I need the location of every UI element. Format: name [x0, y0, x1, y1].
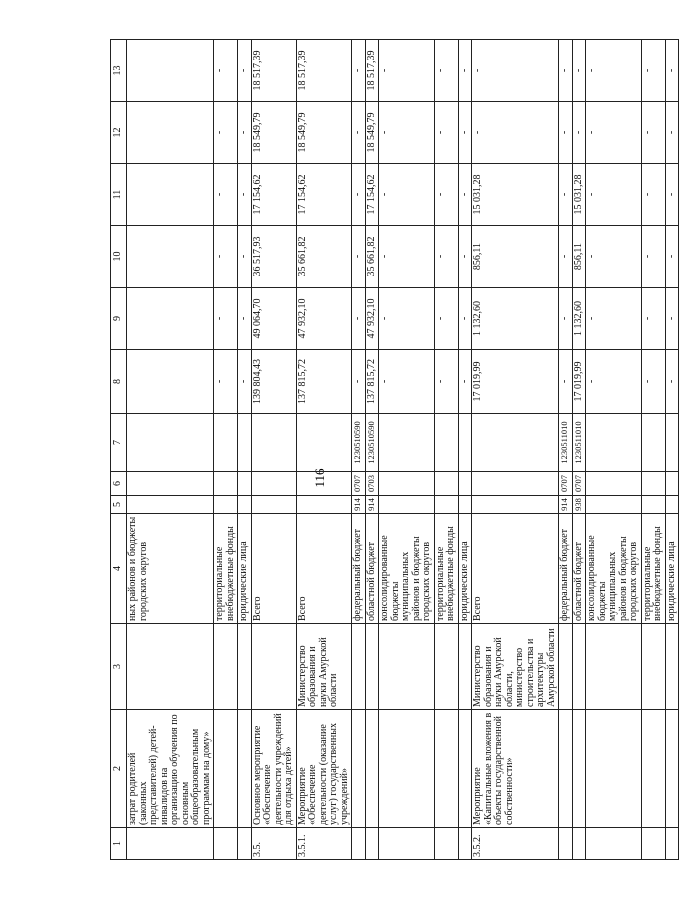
table-cell: - [641, 40, 665, 102]
table-cell: - [586, 102, 642, 164]
table-cell: - [641, 164, 665, 226]
table-cell [251, 414, 296, 472]
table-cell [458, 624, 472, 710]
table-cell [379, 828, 435, 860]
table-cell: - [586, 164, 642, 226]
table-cell [665, 414, 679, 472]
table-cell [434, 828, 458, 860]
header-cell: 11 [111, 164, 127, 226]
table-cell: - [559, 164, 573, 226]
table-cell: 17 154,62 [296, 164, 352, 226]
table-cell [214, 472, 238, 496]
table-cell: - [434, 102, 458, 164]
table-cell: 15 031,28 [572, 164, 586, 226]
table-cell [458, 496, 472, 514]
table-cell [458, 828, 472, 860]
header-cell: 8 [111, 350, 127, 414]
table-cell: - [458, 40, 472, 102]
table-cell [379, 496, 435, 514]
table-cell [238, 710, 252, 828]
table-cell [238, 414, 252, 472]
table-cell [572, 710, 586, 828]
table-cell: - [352, 350, 366, 414]
table-cell [214, 828, 238, 860]
table-cell: 0707 [559, 472, 573, 496]
table-cell: 3.5.2. [472, 828, 559, 860]
table-cell [251, 472, 296, 496]
table-cell: юридические лица [458, 514, 472, 624]
table-cell: - [214, 226, 238, 288]
table-cell: 35 661,82 [296, 226, 352, 288]
table-cell: 137 815,72 [365, 350, 379, 414]
table-cell: - [434, 226, 458, 288]
table-cell: - [472, 40, 559, 102]
header-cell: 13 [111, 40, 127, 102]
table-cell [586, 624, 642, 710]
table-cell [559, 828, 573, 860]
table-cell [214, 624, 238, 710]
table-cell: 1 132,60 [572, 288, 586, 350]
table-cell: Основное мероприятие «Обеспечение деятельности учреждений для отдыха детей» [251, 710, 296, 828]
table-cell: 0707 [572, 472, 586, 496]
table-cell [472, 414, 559, 472]
table-cell: 17 154,62 [365, 164, 379, 226]
table-row [641, 40, 665, 860]
table-cell [127, 828, 214, 860]
table-cell: - [572, 102, 586, 164]
table-cell: юридические лица [238, 514, 252, 624]
table-cell: затрат родителей (законных представителей) детей-инвалидов на организацию обучения по основным общеобразовательным программам на дому» [127, 710, 214, 828]
table-cell [127, 102, 214, 164]
table-cell [296, 496, 352, 514]
table-cell: - [586, 40, 642, 102]
table-cell: - [665, 102, 679, 164]
table-cell: Мероприятие «Капитальные вложения в объекты государственной собственности» [472, 710, 559, 828]
table-cell [251, 624, 296, 710]
table-cell: 47 932,10 [296, 288, 352, 350]
table-body [127, 40, 679, 860]
header-cell: 10 [111, 226, 127, 288]
table-cell [665, 624, 679, 710]
table-cell: 18 517,39 [365, 40, 379, 102]
table-cell: 47 932,10 [365, 288, 379, 350]
table-cell: - [458, 226, 472, 288]
table-cell [296, 414, 352, 472]
table-cell: 35 661,82 [365, 226, 379, 288]
table-cell [458, 472, 472, 496]
table-cell [127, 40, 214, 102]
table-cell: - [586, 288, 642, 350]
header-cell: 5 [111, 496, 127, 514]
table-cell [379, 472, 435, 496]
table-cell [458, 710, 472, 828]
table-cell [352, 828, 366, 860]
table-row [458, 40, 472, 860]
table-cell [641, 472, 665, 496]
table-cell: 18 549,79 [365, 102, 379, 164]
table-cell: - [458, 288, 472, 350]
table-cell: Министерство образования и науки Амурской области [296, 624, 352, 710]
page-number: 116 [312, 468, 327, 488]
table-cell: - [379, 164, 435, 226]
table-cell: 3.5. [251, 828, 296, 860]
table-cell [472, 496, 559, 514]
table-cell: - [472, 102, 559, 164]
table-cell [559, 710, 573, 828]
table-cell: 914 [352, 496, 366, 514]
table-cell: - [665, 226, 679, 288]
table-cell: Всего [251, 514, 296, 624]
table-cell: 1230510590 [352, 414, 366, 472]
table-cell [665, 472, 679, 496]
table-cell [641, 624, 665, 710]
table-row [251, 40, 296, 860]
table-cell: - [238, 164, 252, 226]
table-row [559, 40, 573, 860]
table-cell: Всего [472, 514, 559, 624]
table-cell: - [641, 226, 665, 288]
table-cell [365, 710, 379, 828]
header-cell: 12 [111, 102, 127, 164]
table-cell: - [352, 164, 366, 226]
table-cell: 17 019,99 [472, 350, 559, 414]
table-cell: - [641, 288, 665, 350]
table-cell: юридические лица [665, 514, 679, 624]
table-cell [352, 710, 366, 828]
table-cell: - [434, 288, 458, 350]
table-cell [238, 496, 252, 514]
table-cell: федеральный бюджет [559, 514, 573, 624]
table-cell: - [586, 350, 642, 414]
table-cell: - [434, 164, 458, 226]
table-cell [665, 496, 679, 514]
table-cell [572, 624, 586, 710]
table-cell: 1230511010 [559, 414, 573, 472]
table-cell: - [238, 226, 252, 288]
table-cell: - [379, 288, 435, 350]
table-cell: 18 549,79 [251, 102, 296, 164]
header-cell: 7 [111, 414, 127, 472]
table-cell: федеральный бюджет [352, 514, 366, 624]
table-cell: консолидированные бюджеты муниципальных районов и бюджеты городских округов [586, 514, 642, 624]
table-row [352, 40, 366, 860]
table-cell [641, 710, 665, 828]
table-cell: - [665, 350, 679, 414]
table-cell: - [559, 226, 573, 288]
table-cell: - [352, 40, 366, 102]
table-cell: 17 019,99 [572, 350, 586, 414]
table-cell: 856,11 [472, 226, 559, 288]
table-cell [434, 710, 458, 828]
table-cell: 856,11 [572, 226, 586, 288]
table-cell: - [434, 350, 458, 414]
table-cell: - [641, 350, 665, 414]
rotated-table-container [110, 40, 677, 860]
table-cell: - [458, 164, 472, 226]
table-cell: 1230510590 [365, 414, 379, 472]
table-cell: - [665, 40, 679, 102]
table-cell: - [379, 102, 435, 164]
table-cell [127, 624, 214, 710]
table-cell [238, 472, 252, 496]
table-cell [665, 828, 679, 860]
budget-table [110, 39, 679, 860]
table-row [214, 40, 238, 860]
table-cell: 137 815,72 [296, 350, 352, 414]
table-cell: - [458, 350, 472, 414]
table-cell: Министерство образования и науки Амурской области, министерство строительства и архитектуры Амурской области [472, 624, 559, 710]
table-cell: - [559, 288, 573, 350]
table-cell: - [214, 350, 238, 414]
table-cell: - [572, 40, 586, 102]
table-cell [586, 828, 642, 860]
table-cell: 938 [572, 496, 586, 514]
table-cell: 0707 [352, 472, 366, 496]
table-cell: - [379, 226, 435, 288]
table-cell [458, 414, 472, 472]
table-cell [559, 624, 573, 710]
header-cell: 1 [111, 828, 127, 860]
table-cell: - [214, 102, 238, 164]
table-cell [365, 828, 379, 860]
table-cell [296, 472, 352, 496]
table-cell [379, 414, 435, 472]
table-row [665, 40, 679, 860]
table-cell: 1 132,60 [472, 288, 559, 350]
table-cell: - [352, 226, 366, 288]
table-cell [214, 496, 238, 514]
table-row [572, 40, 586, 860]
table-cell: - [238, 350, 252, 414]
table-cell [641, 496, 665, 514]
table-cell: 914 [559, 496, 573, 514]
header-cell: 4 [111, 514, 127, 624]
table-cell [127, 496, 214, 514]
table-cell: - [559, 350, 573, 414]
table-cell: - [434, 40, 458, 102]
table-cell [238, 828, 252, 860]
table-cell: - [238, 288, 252, 350]
table-cell [238, 624, 252, 710]
header-cell: 2 [111, 710, 127, 828]
table-cell: Всего [296, 514, 352, 624]
table-cell [434, 624, 458, 710]
table-cell: - [238, 40, 252, 102]
table-cell: 139 804,43 [251, 350, 296, 414]
table-row [379, 40, 435, 860]
table-cell: 17 154,62 [251, 164, 296, 226]
table-cell [127, 226, 214, 288]
table-cell [586, 496, 642, 514]
table-cell [434, 472, 458, 496]
table-cell: - [641, 102, 665, 164]
table-cell [251, 496, 296, 514]
header-cell: 9 [111, 288, 127, 350]
table-row [365, 40, 379, 860]
table-cell: - [352, 102, 366, 164]
table-cell [214, 710, 238, 828]
header-cell: 6 [111, 472, 127, 496]
table-cell [127, 164, 214, 226]
table-cell: территориальные внебюджетные фонды [434, 514, 458, 624]
table-cell: - [665, 164, 679, 226]
header-cell: 3 [111, 624, 127, 710]
table-cell [127, 288, 214, 350]
table-cell [127, 472, 214, 496]
table-cell: 3.5.1. [296, 828, 352, 860]
table-row [434, 40, 458, 860]
table-cell: 18 549,79 [296, 102, 352, 164]
table-cell: - [458, 102, 472, 164]
table-cell: - [559, 102, 573, 164]
table-cell [434, 496, 458, 514]
table-cell: Мероприятие «Обеспечение деятельности (оказание услуг) государственных учреждений» [296, 710, 352, 828]
table-cell: 914 [365, 496, 379, 514]
table-cell [586, 472, 642, 496]
table-cell [665, 710, 679, 828]
table-cell: 15 031,28 [472, 164, 559, 226]
table-cell: территориальные внебюджетные фонды [641, 514, 665, 624]
table-cell [472, 472, 559, 496]
table-row [127, 40, 214, 860]
table-cell: 49 064,70 [251, 288, 296, 350]
header-row [111, 40, 127, 860]
table-cell: - [214, 164, 238, 226]
table-cell [379, 624, 435, 710]
table-cell [379, 710, 435, 828]
table-cell [127, 350, 214, 414]
table-cell: 0703 [365, 472, 379, 496]
table-cell: 1230511010 [572, 414, 586, 472]
table-row [472, 40, 559, 860]
table-cell: консолидированные бюджеты муниципальных районов и бюджеты городских округов [379, 514, 435, 624]
table-cell [572, 828, 586, 860]
table-row [296, 40, 352, 860]
table-cell: 36 517,93 [251, 226, 296, 288]
table-cell: - [238, 102, 252, 164]
table-cell [434, 414, 458, 472]
table-cell: территориальные внебюджетные фонды [214, 514, 238, 624]
table-cell [641, 414, 665, 472]
table-row [238, 40, 252, 860]
table-cell [641, 828, 665, 860]
table-cell: - [352, 288, 366, 350]
table-cell: 18 517,39 [251, 40, 296, 102]
table-cell: - [586, 226, 642, 288]
table-cell [214, 414, 238, 472]
table-cell: - [214, 40, 238, 102]
table-cell: - [559, 40, 573, 102]
table-cell [352, 624, 366, 710]
table-cell: областной бюджет [365, 514, 379, 624]
table-cell: - [665, 288, 679, 350]
table-cell [127, 414, 214, 472]
table-cell [586, 414, 642, 472]
table-cell: 18 517,39 [296, 40, 352, 102]
table-cell: - [214, 288, 238, 350]
table-cell: областной бюджет [572, 514, 586, 624]
table-cell [365, 624, 379, 710]
table-cell: - [379, 350, 435, 414]
table-cell [586, 710, 642, 828]
table-cell: - [379, 40, 435, 102]
table-row [586, 40, 642, 860]
table-cell: ных районов и бюджеты городских округов [127, 514, 214, 624]
